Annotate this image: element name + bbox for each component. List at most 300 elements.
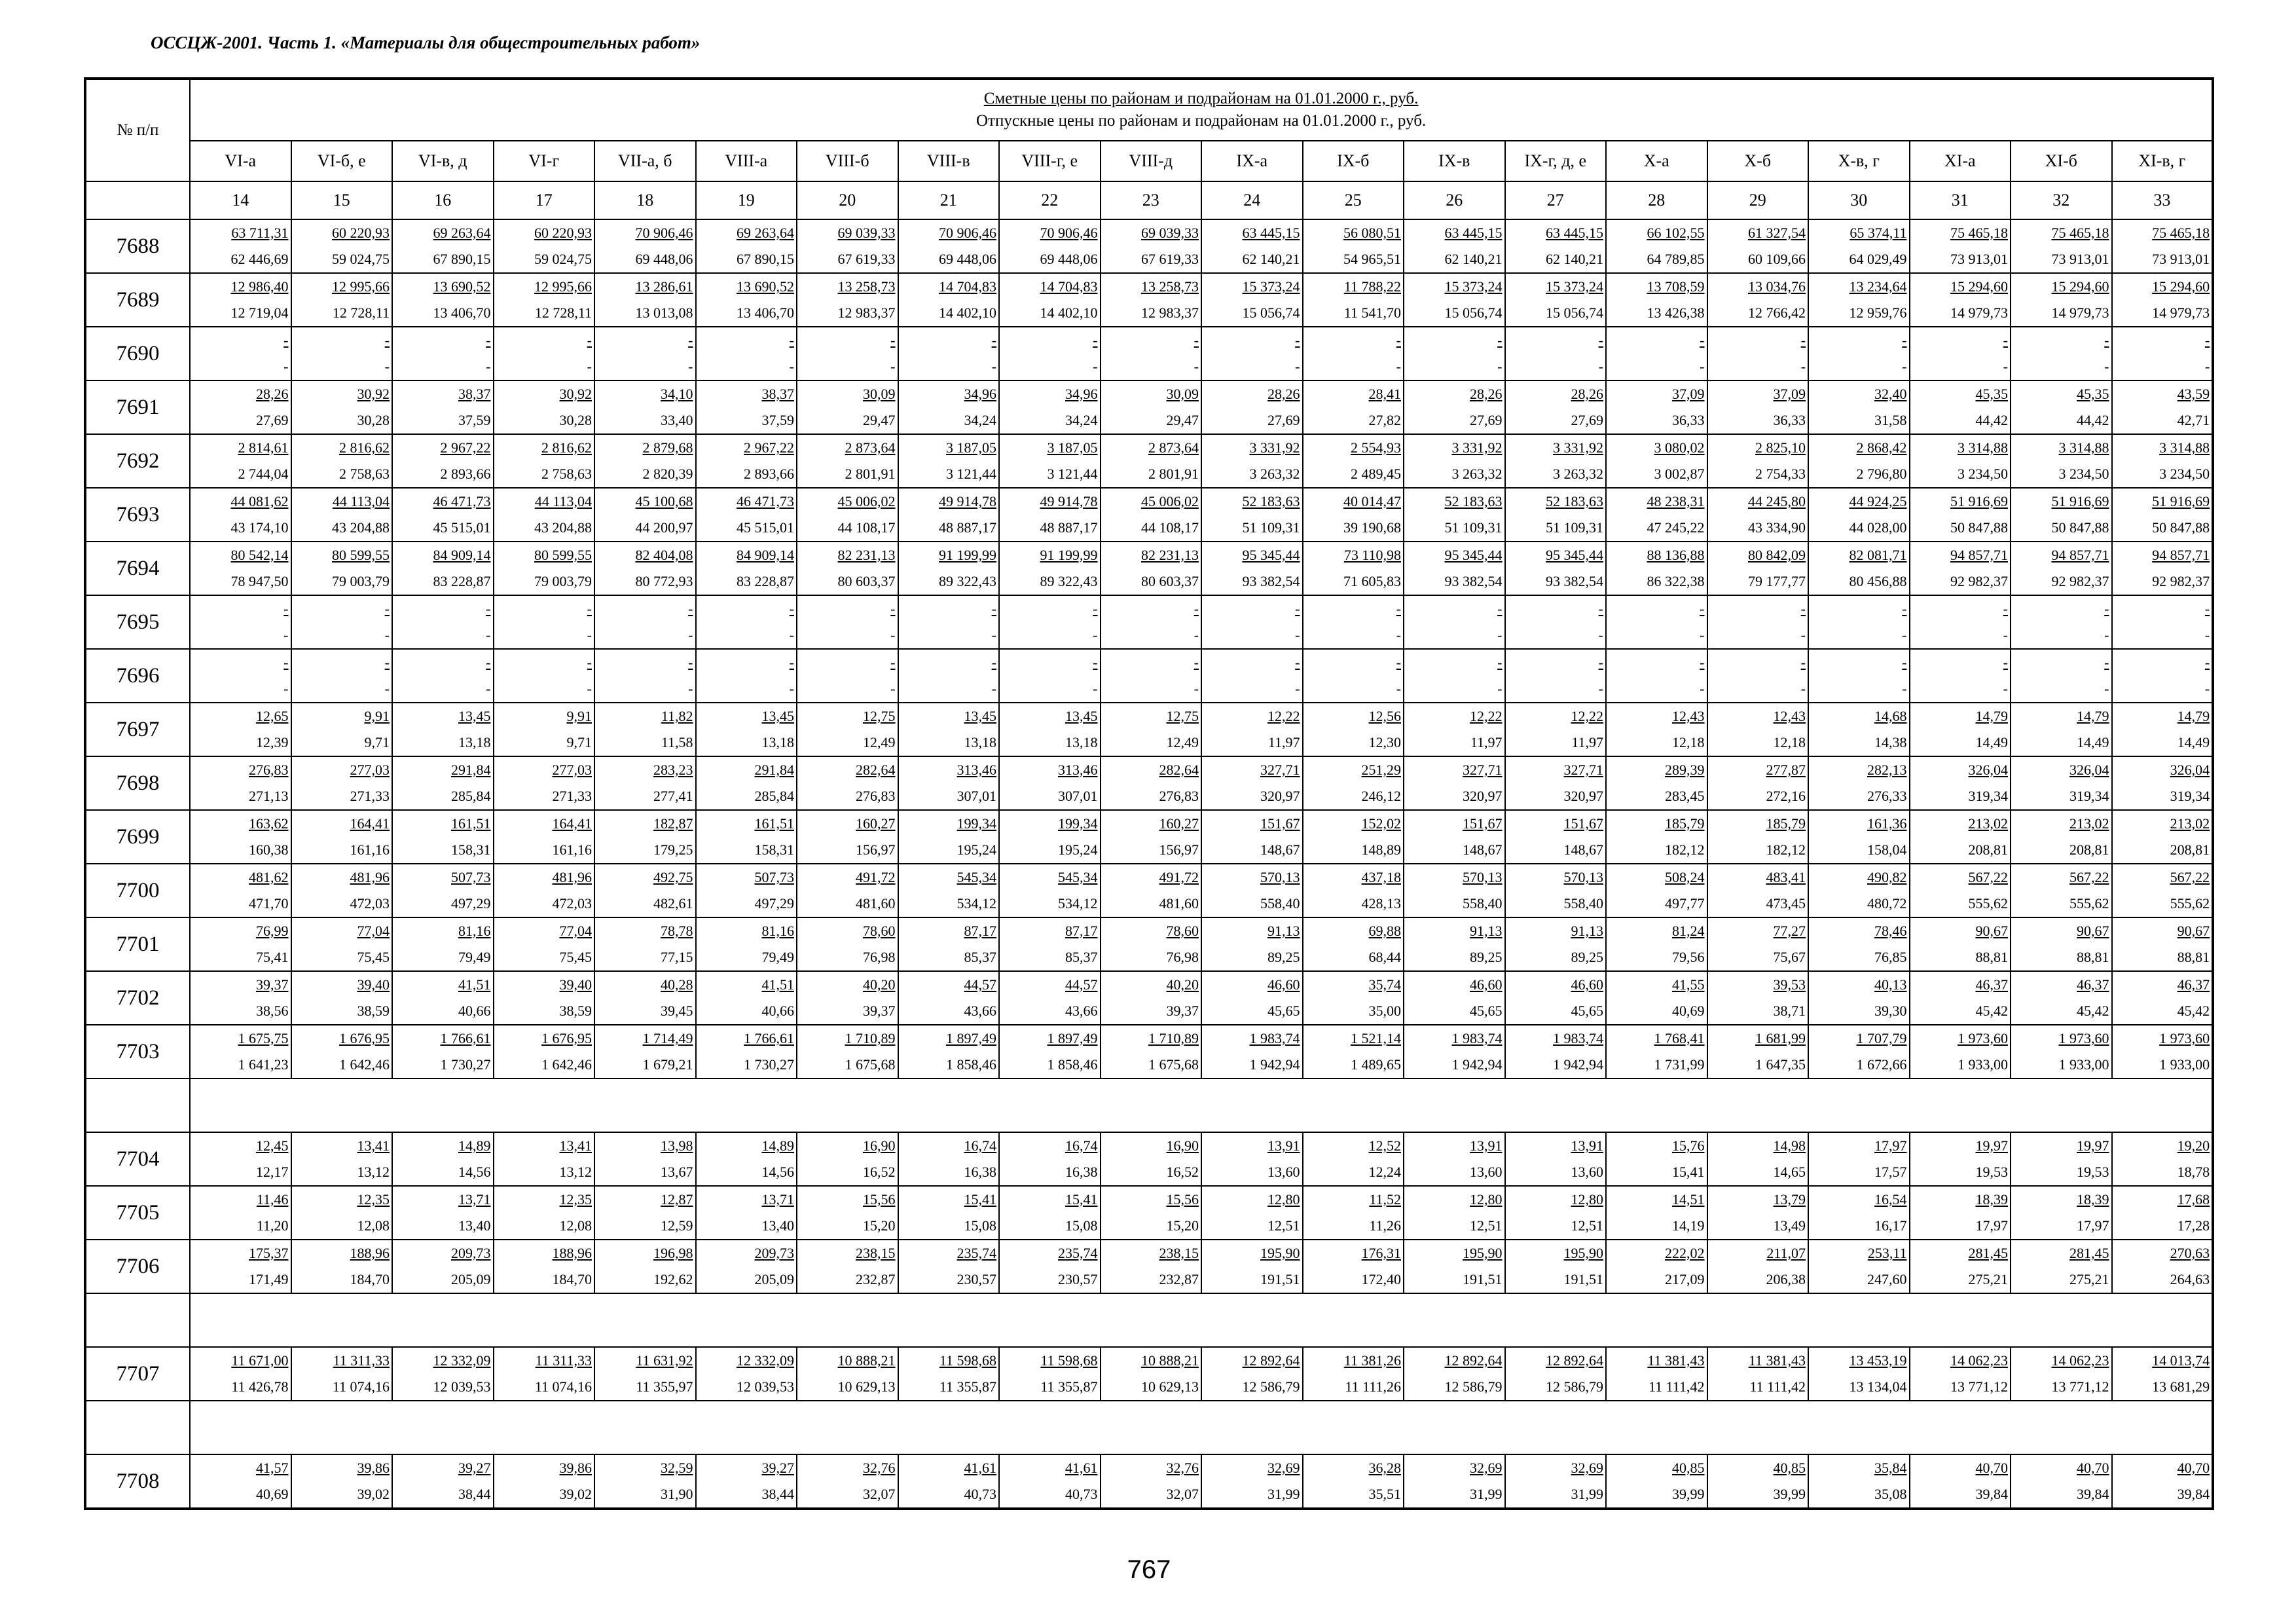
release-price: 179,25 bbox=[653, 841, 693, 858]
release-price: 44 108,17 bbox=[837, 519, 896, 536]
estimated-price: - bbox=[1800, 654, 1806, 671]
price-cell bbox=[1303, 1186, 1404, 1240]
table-row bbox=[85, 1240, 2213, 1293]
estimated-price: 270,63 bbox=[2170, 1245, 2210, 1261]
estimated-price: 3 331,92 bbox=[1553, 439, 1603, 456]
release-price: 17,97 bbox=[2077, 1217, 2109, 1234]
estimated-price: 39,37 bbox=[256, 976, 289, 993]
document-header: ОССЦЖ-2001. Часть 1. «Материалы для общестроительных работ» bbox=[151, 33, 701, 52]
estimated-price: 40,70 bbox=[1975, 1460, 2008, 1476]
estimated-price: 46,37 bbox=[1975, 976, 2008, 993]
estimated-price: 17,97 bbox=[1874, 1137, 1907, 1154]
estimated-price: - bbox=[1295, 654, 1300, 671]
release-price: 13,67 bbox=[661, 1164, 693, 1180]
price-cell bbox=[190, 434, 291, 488]
price-cell bbox=[1606, 488, 1707, 542]
estimated-price: 195,90 bbox=[1260, 1245, 1300, 1261]
region-header: XI-а bbox=[1910, 141, 2011, 181]
estimated-price: 15,41 bbox=[964, 1191, 996, 1208]
release-price: 320,97 bbox=[1463, 788, 1503, 804]
estimated-price: - bbox=[587, 600, 592, 617]
estimated-price: 32,69 bbox=[1470, 1460, 1503, 1476]
release-price: 76,98 bbox=[1166, 949, 1199, 965]
estimated-price: - bbox=[890, 654, 896, 671]
price-cell bbox=[1606, 327, 1707, 380]
estimated-price: 61 327,54 bbox=[1748, 225, 1806, 241]
estimated-price: 437,18 bbox=[1361, 869, 1401, 885]
release-price: 285,84 bbox=[451, 788, 491, 804]
column-header-number: № п/п bbox=[85, 79, 190, 181]
price-cell bbox=[898, 917, 1000, 971]
price-cell bbox=[2011, 219, 2112, 273]
release-price: 13 406,70 bbox=[433, 304, 491, 321]
release-price: 13,18 bbox=[964, 734, 996, 750]
release-price: 307,01 bbox=[1058, 788, 1098, 804]
price-cell bbox=[1404, 756, 1505, 810]
price-cell bbox=[291, 219, 393, 273]
price-cell bbox=[494, 273, 595, 327]
price-cell bbox=[1303, 971, 1404, 1025]
release-price: 2 754,33 bbox=[1755, 466, 1806, 482]
price-cell bbox=[494, 917, 595, 971]
estimated-price: 1 521,14 bbox=[1351, 1030, 1401, 1046]
release-price: 31,90 bbox=[661, 1486, 693, 1502]
price-cell bbox=[1201, 971, 1303, 1025]
estimated-price: 13,45 bbox=[761, 708, 794, 724]
estimated-price: 13,91 bbox=[1267, 1137, 1300, 1154]
estimated-price: 209,73 bbox=[754, 1245, 794, 1261]
release-price: 88,81 bbox=[1975, 949, 2008, 965]
price-cell bbox=[1101, 1240, 1202, 1293]
release-price: 14,49 bbox=[1975, 734, 2008, 750]
estimated-price: 12,75 bbox=[863, 708, 896, 724]
price-cell bbox=[1808, 703, 1910, 756]
estimated-price: 175,37 bbox=[249, 1245, 289, 1261]
release-price: 38,59 bbox=[357, 1003, 390, 1019]
price-cell bbox=[1606, 1240, 1707, 1293]
price-cell bbox=[696, 649, 797, 703]
estimated-price: - bbox=[587, 654, 592, 671]
estimated-price: 69 263,64 bbox=[737, 225, 794, 241]
price-cell bbox=[594, 1454, 696, 1509]
price-cell bbox=[696, 1454, 797, 1509]
release-price: 13 013,08 bbox=[635, 304, 693, 321]
price-cell bbox=[1606, 756, 1707, 810]
estimated-price: 19,20 bbox=[2177, 1137, 2210, 1154]
estimated-price: 35,84 bbox=[1874, 1460, 1907, 1476]
estimated-price: - bbox=[486, 654, 491, 671]
estimated-price: 32,69 bbox=[1571, 1460, 1603, 1476]
price-cell bbox=[1505, 219, 1607, 273]
estimated-price: 11 311,33 bbox=[333, 1352, 390, 1369]
price-cell bbox=[1808, 273, 1910, 327]
estimated-price: 570,13 bbox=[1260, 869, 1300, 885]
estimated-price: 14,89 bbox=[761, 1137, 794, 1154]
release-price: 319,34 bbox=[2069, 788, 2109, 804]
estimated-price: - bbox=[2003, 654, 2008, 671]
column-number: 14 bbox=[190, 181, 291, 219]
price-cell bbox=[2112, 756, 2214, 810]
estimated-price: 3 331,92 bbox=[1249, 439, 1300, 456]
release-price: 35,51 bbox=[1368, 1486, 1401, 1502]
estimated-price: - bbox=[991, 654, 996, 671]
estimated-price: 37,09 bbox=[1773, 386, 1806, 402]
estimated-price: 276,83 bbox=[249, 762, 289, 778]
price-cell bbox=[898, 488, 1000, 542]
estimated-price: 151,67 bbox=[1260, 815, 1300, 832]
price-cell bbox=[494, 488, 595, 542]
release-price: 30,28 bbox=[357, 412, 390, 428]
row-number: 7700 bbox=[85, 864, 190, 917]
price-cell bbox=[594, 810, 696, 864]
release-price: 48 887,17 bbox=[1040, 519, 1098, 536]
estimated-price: 12,56 bbox=[1368, 708, 1401, 724]
estimated-price: 491,72 bbox=[856, 869, 896, 885]
price-cell bbox=[1707, 488, 1809, 542]
release-price: 43 204,88 bbox=[332, 519, 390, 536]
estimated-price: 46,37 bbox=[2077, 976, 2109, 993]
release-price: 38,56 bbox=[256, 1003, 289, 1019]
estimated-price: - bbox=[2104, 654, 2109, 671]
price-cell bbox=[494, 380, 595, 434]
table-row bbox=[85, 864, 2213, 917]
estimated-price: 12,43 bbox=[1672, 708, 1705, 724]
estimated-price: 1 681,99 bbox=[1755, 1030, 1806, 1046]
price-cell bbox=[190, 1025, 291, 1079]
release-price: - bbox=[587, 358, 592, 375]
column-number: 18 bbox=[594, 181, 696, 219]
price-cell bbox=[1101, 1025, 1202, 1079]
release-price: 13 134,04 bbox=[1849, 1378, 1907, 1395]
price-cell bbox=[1404, 1454, 1505, 1509]
release-price: 208,81 bbox=[1968, 841, 2008, 858]
price-cell bbox=[1201, 917, 1303, 971]
price-cell bbox=[1303, 434, 1404, 488]
release-price: 13,60 bbox=[1267, 1164, 1300, 1180]
release-price: 182,12 bbox=[1766, 841, 1806, 858]
release-price: 12,08 bbox=[559, 1217, 592, 1234]
release-price: 247,60 bbox=[1867, 1271, 1907, 1287]
price-cell bbox=[999, 434, 1101, 488]
price-cell bbox=[291, 327, 393, 380]
price-cell bbox=[898, 1025, 1000, 1079]
estimated-price: 282,64 bbox=[1159, 762, 1199, 778]
estimated-price: 12,35 bbox=[357, 1191, 390, 1208]
release-price: 85,37 bbox=[1065, 949, 1098, 965]
estimated-price: 13,45 bbox=[1065, 708, 1098, 724]
price-cell bbox=[696, 327, 797, 380]
release-price: 51 109,31 bbox=[1546, 519, 1603, 536]
price-cell bbox=[1505, 1240, 1607, 1293]
release-price: 11 074,16 bbox=[534, 1378, 592, 1395]
release-price: 45,65 bbox=[1571, 1003, 1603, 1019]
release-price: 38,59 bbox=[559, 1003, 592, 1019]
release-price: 15 056,74 bbox=[1242, 304, 1300, 321]
column-number: 26 bbox=[1404, 181, 1505, 219]
estimated-price: 70 906,46 bbox=[1040, 225, 1098, 241]
estimated-price: 12,22 bbox=[1571, 708, 1603, 724]
price-cell bbox=[1303, 1454, 1404, 1509]
price-cell bbox=[1707, 1347, 1809, 1401]
release-price: 51 109,31 bbox=[1242, 519, 1300, 536]
release-price: - bbox=[1093, 680, 1098, 697]
price-cell bbox=[1910, 649, 2011, 703]
estimated-price: 1 897,49 bbox=[1047, 1030, 1098, 1046]
estimated-price: - bbox=[1598, 654, 1603, 671]
estimated-price: - bbox=[486, 332, 491, 348]
estimated-price: - bbox=[1396, 332, 1401, 348]
release-price: 30,28 bbox=[559, 412, 592, 428]
price-cell bbox=[1303, 810, 1404, 864]
price-cell bbox=[1707, 219, 1809, 273]
release-price: 481,60 bbox=[856, 895, 896, 912]
release-price: 272,16 bbox=[1766, 788, 1806, 804]
price-cell bbox=[999, 917, 1101, 971]
estimated-price: - bbox=[789, 654, 794, 671]
estimated-price: 164,41 bbox=[350, 815, 390, 832]
estimated-price: 283,23 bbox=[653, 762, 693, 778]
release-price: 44 108,17 bbox=[1141, 519, 1199, 536]
release-price: 12,51 bbox=[1267, 1217, 1300, 1234]
estimated-price: 160,27 bbox=[1159, 815, 1199, 832]
price-cell bbox=[190, 273, 291, 327]
estimated-price: 91,13 bbox=[1571, 923, 1603, 939]
estimated-price: 2 825,10 bbox=[1755, 439, 1806, 456]
estimated-price: 12 995,66 bbox=[332, 278, 390, 295]
price-cell bbox=[190, 327, 291, 380]
price-cell bbox=[494, 649, 595, 703]
release-price: - bbox=[384, 358, 390, 375]
estimated-price: 63 445,15 bbox=[1444, 225, 1503, 241]
release-price: 473,45 bbox=[1766, 895, 1806, 912]
release-price: - bbox=[1700, 358, 1705, 375]
price-cell bbox=[1201, 1186, 1303, 1240]
estimated-price: - bbox=[2003, 600, 2008, 617]
estimated-price: - bbox=[1396, 600, 1401, 617]
estimated-price: - bbox=[283, 654, 289, 671]
release-price: 44,42 bbox=[1975, 412, 2008, 428]
table-row bbox=[85, 649, 2213, 703]
price-cell bbox=[1201, 703, 1303, 756]
price-cell bbox=[392, 542, 494, 595]
estimated-price: 90,67 bbox=[1975, 923, 2008, 939]
price-cell bbox=[999, 756, 1101, 810]
release-price: 481,60 bbox=[1159, 895, 1199, 912]
release-price: 15 056,74 bbox=[1546, 304, 1603, 321]
release-price: 275,21 bbox=[1968, 1271, 2008, 1287]
estimated-price: 14 062,23 bbox=[2051, 1352, 2109, 1369]
price-cell bbox=[2011, 1132, 2112, 1186]
table-row bbox=[85, 756, 2213, 810]
price-cell bbox=[898, 1347, 1000, 1401]
release-price: 205,09 bbox=[451, 1271, 491, 1287]
region-header: VI-г bbox=[494, 141, 595, 181]
release-price: 307,01 bbox=[957, 788, 996, 804]
table-title-row bbox=[85, 79, 2213, 141]
estimated-price: - bbox=[991, 600, 996, 617]
release-price: 148,89 bbox=[1361, 841, 1401, 858]
estimated-price: 80 842,09 bbox=[1748, 547, 1806, 563]
price-cell bbox=[1404, 434, 1505, 488]
estimated-price: 46,37 bbox=[2177, 976, 2210, 993]
separator-number-cell bbox=[85, 1293, 190, 1347]
estimated-price: 45 006,02 bbox=[837, 493, 896, 509]
region-header: VIII-в bbox=[898, 141, 1000, 181]
price-cell bbox=[2112, 595, 2214, 649]
price-cell bbox=[1404, 864, 1505, 917]
release-price: - bbox=[688, 680, 693, 697]
price-cell bbox=[594, 917, 696, 971]
estimated-price: 1 983,74 bbox=[1249, 1030, 1300, 1046]
release-price: - bbox=[1295, 358, 1300, 375]
release-price: 1 642,46 bbox=[339, 1056, 390, 1073]
estimated-price: 1 675,75 bbox=[238, 1030, 289, 1046]
price-cell bbox=[392, 1347, 494, 1401]
release-price: 11 426,78 bbox=[231, 1378, 289, 1395]
estimated-price: 1 766,61 bbox=[440, 1030, 491, 1046]
price-cell bbox=[2011, 327, 2112, 380]
price-cell bbox=[1707, 542, 1809, 595]
price-cell bbox=[1606, 649, 1707, 703]
estimated-price: 2 554,93 bbox=[1351, 439, 1401, 456]
price-cell bbox=[291, 1132, 393, 1186]
estimated-price: 281,45 bbox=[2069, 1245, 2109, 1261]
price-cell bbox=[1808, 542, 1910, 595]
price-cell bbox=[392, 434, 494, 488]
release-price: 9,71 bbox=[364, 734, 390, 750]
estimated-price: 481,96 bbox=[552, 869, 592, 885]
estimated-price: 49 914,78 bbox=[1040, 493, 1098, 509]
estimated-price: 94 857,71 bbox=[2051, 547, 2109, 563]
estimated-price: 39,86 bbox=[357, 1460, 390, 1476]
release-price: 3 234,50 bbox=[1958, 466, 2008, 482]
release-price: 43,66 bbox=[1065, 1003, 1098, 1019]
release-price: 37,59 bbox=[761, 412, 794, 428]
estimated-price: 81,16 bbox=[458, 923, 491, 939]
price-cell bbox=[696, 273, 797, 327]
estimated-price: 48 238,31 bbox=[1647, 493, 1705, 509]
price-cell bbox=[1606, 1132, 1707, 1186]
price-cell bbox=[392, 595, 494, 649]
price-cell bbox=[1606, 434, 1707, 488]
region-header: IX-б bbox=[1303, 141, 1404, 181]
estimated-price: 2 868,42 bbox=[1856, 439, 1907, 456]
price-cell bbox=[1505, 1186, 1607, 1240]
price-cell bbox=[2011, 1240, 2112, 1293]
release-price: 31,99 bbox=[1571, 1486, 1603, 1502]
estimated-price: - bbox=[1902, 600, 1907, 617]
estimated-price: - bbox=[1800, 600, 1806, 617]
release-price: - bbox=[2204, 358, 2210, 375]
estimated-price: 2 816,62 bbox=[541, 439, 592, 456]
estimated-price: 289,39 bbox=[1665, 762, 1705, 778]
price-cell bbox=[594, 434, 696, 488]
estimated-price: 84 909,14 bbox=[433, 547, 491, 563]
price-cell bbox=[1404, 1240, 1505, 1293]
estimated-price: 34,96 bbox=[964, 386, 996, 402]
price-cell bbox=[1707, 595, 1809, 649]
release-price: 12 039,53 bbox=[433, 1378, 491, 1395]
release-price: 73 913,01 bbox=[1950, 251, 2008, 267]
estimated-price: 3 314,88 bbox=[2058, 439, 2109, 456]
column-number-row bbox=[85, 181, 2213, 219]
estimated-price: 185,79 bbox=[1766, 815, 1806, 832]
row-number: 7692 bbox=[85, 434, 190, 488]
price-cell bbox=[1808, 1454, 1910, 1509]
region-header: XI-б bbox=[2011, 141, 2112, 181]
release-price: - bbox=[1902, 680, 1907, 697]
estimated-price: 56 080,51 bbox=[1343, 225, 1401, 241]
release-price: 40,69 bbox=[256, 1486, 289, 1502]
table-row bbox=[85, 810, 2213, 864]
estimated-price: 94 857,71 bbox=[1950, 547, 2008, 563]
price-cell bbox=[494, 810, 595, 864]
estimated-price: 90,67 bbox=[2077, 923, 2109, 939]
release-price: 158,31 bbox=[451, 841, 491, 858]
price-cell bbox=[2112, 1132, 2214, 1186]
release-price: 73 913,01 bbox=[2152, 251, 2210, 267]
estimated-price: 45,35 bbox=[1975, 386, 2008, 402]
estimated-price: 11 381,43 bbox=[1647, 1352, 1705, 1369]
price-cell bbox=[898, 595, 1000, 649]
release-price: - bbox=[1093, 358, 1098, 375]
price-cell bbox=[2112, 649, 2214, 703]
release-price: 246,12 bbox=[1361, 788, 1401, 804]
release-price: 48 887,17 bbox=[939, 519, 996, 536]
estimated-price: 2 967,22 bbox=[744, 439, 794, 456]
release-price: 156,97 bbox=[1159, 841, 1199, 858]
release-price: 14,49 bbox=[2177, 734, 2210, 750]
estimated-price: 82 231,13 bbox=[837, 547, 896, 563]
price-cell bbox=[2112, 917, 2214, 971]
estimated-price: 28,26 bbox=[1571, 386, 1603, 402]
estimated-price: 77,27 bbox=[1773, 923, 1806, 939]
estimated-price: 1 766,61 bbox=[744, 1030, 794, 1046]
release-price: 17,97 bbox=[1975, 1217, 2008, 1234]
price-cell bbox=[1404, 971, 1505, 1025]
release-price: 43 334,90 bbox=[1748, 519, 1806, 536]
estimated-price: 39,53 bbox=[1773, 976, 1806, 993]
price-cell bbox=[1201, 488, 1303, 542]
release-price: 320,97 bbox=[1563, 788, 1603, 804]
estimated-price: 11 381,43 bbox=[1748, 1352, 1806, 1369]
estimated-price: 40,13 bbox=[1874, 976, 1907, 993]
estimated-price: 235,74 bbox=[957, 1245, 996, 1261]
estimated-price: 11 598,68 bbox=[939, 1352, 996, 1369]
price-cell bbox=[1606, 810, 1707, 864]
estimated-price: 87,17 bbox=[1065, 923, 1098, 939]
release-price: 472,03 bbox=[350, 895, 390, 912]
estimated-price: 9,91 bbox=[364, 708, 390, 724]
price-cell bbox=[898, 649, 1000, 703]
price-cell bbox=[898, 219, 1000, 273]
release-price: 160,38 bbox=[249, 841, 289, 858]
estimated-price: - bbox=[283, 600, 289, 617]
price-cell bbox=[1707, 273, 1809, 327]
estimated-price: 41,51 bbox=[458, 976, 491, 993]
release-price: 50 847,88 bbox=[2051, 519, 2109, 536]
release-price: 12,17 bbox=[256, 1164, 289, 1180]
price-cell bbox=[291, 810, 393, 864]
estimated-price: 12 892,64 bbox=[1546, 1352, 1603, 1369]
price-cell bbox=[999, 542, 1101, 595]
release-price: 40,69 bbox=[1672, 1003, 1705, 1019]
estimated-price: 508,24 bbox=[1665, 869, 1705, 885]
release-price: 79 003,79 bbox=[534, 573, 592, 589]
region-header: VIII-а bbox=[696, 141, 797, 181]
release-price: - bbox=[486, 680, 491, 697]
release-price: 18,78 bbox=[2177, 1164, 2210, 1180]
